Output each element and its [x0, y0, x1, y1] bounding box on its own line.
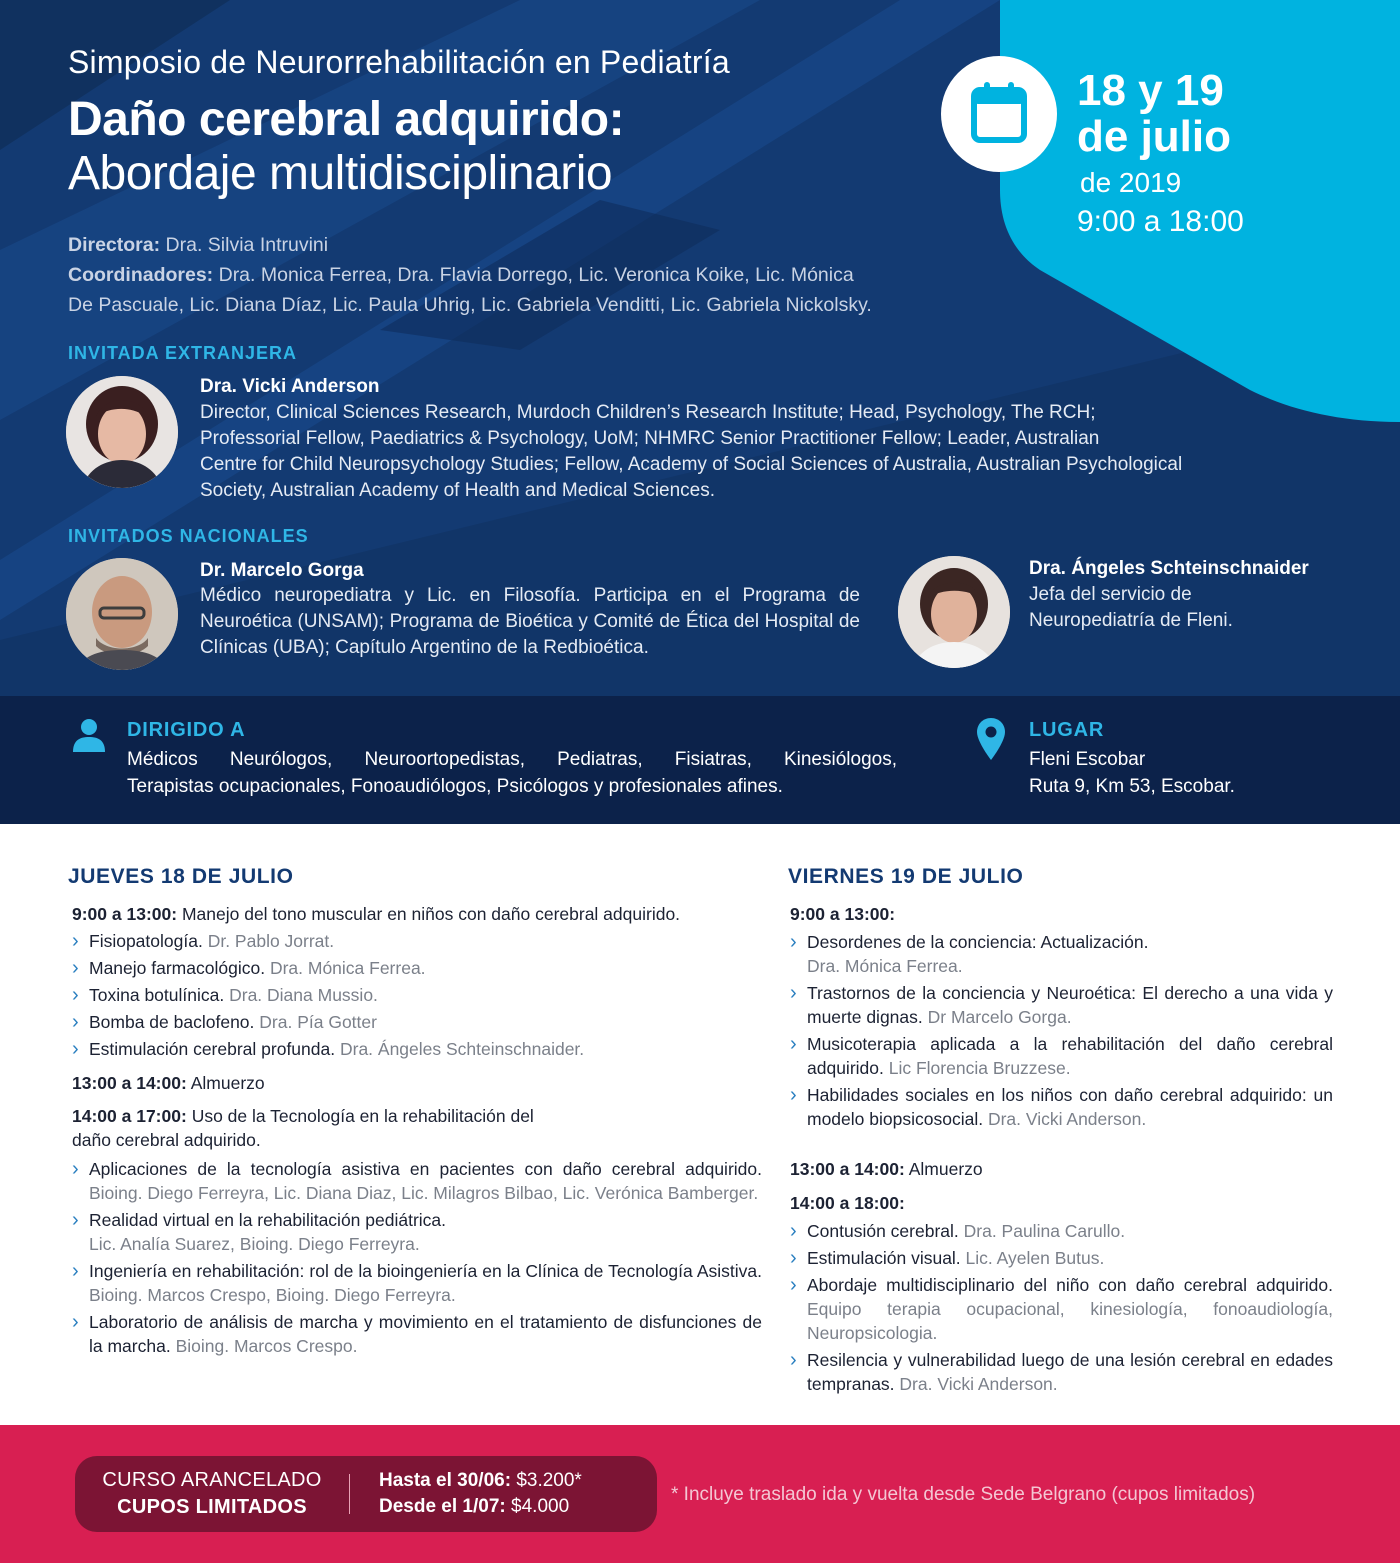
speaker: Dr Marcelo Gorga.: [927, 1007, 1072, 1027]
list-item: [790, 1219, 1333, 1243]
speaker: Dra. Mónica Ferrea.: [269, 958, 426, 978]
national-guests-heading: INVITADOS NACIONALES: [68, 526, 309, 546]
coordinators-line2: De Pascuale, Lic. Diana Díaz, Lic. Paula Uhrig, Lic. Gabriela Venditti, Lic. Gabriela Nickolsky.: [68, 294, 872, 316]
event-month: de julio: [1077, 112, 1231, 161]
topic: Trastornos de la conciencia y Neuroética: El derecho a una vida y muerte dignas.: [807, 983, 1333, 1027]
speaker: Dra. Ángeles Schteinschnaider.: [339, 1039, 585, 1059]
topic: Desordenes de la conciencia: Actualización.: [807, 932, 1149, 952]
national-guest-1-name: Dr. Marcelo Gorga: [200, 560, 364, 581]
venue-heading: LUGAR: [1029, 719, 1105, 741]
day1-session2-header: [72, 1104, 762, 1152]
topic: Habilidades sociales en los niños con daño cerebral adquirido: un modelo biopsicosocial.: [807, 1085, 1333, 1129]
pricing-pill: [75, 1456, 657, 1532]
lunch-label: Almuerzo: [908, 1159, 983, 1179]
day2-session1-time: 9:00 a 13:00:: [790, 904, 896, 924]
venue-text: [1029, 746, 1235, 800]
coordinators-line1: Dra. Monica Ferrea, Dra. Flavia Dorrego, Lic. Veronica Koike, Lic. Mónica: [218, 264, 854, 286]
audience-line: Terapistas ocupacionales, Fonoaudiólogos, Psicólogos y profesionales afines.: [127, 776, 783, 797]
national-guest-2-bio-line: Neuropediatría de Fleni.: [1029, 610, 1233, 631]
topic: Aplicaciones de la tecnología asistiva en pacientes con daño cerebral adquirido.: [89, 1159, 762, 1179]
event-time: 9:00 a 18:00: [1077, 205, 1244, 238]
day2-lunch: [790, 1157, 1333, 1181]
speaker: Bioing. Marcos Crespo, Bioing. Diego Ferreyra.: [89, 1285, 456, 1305]
foreign-guest-heading: INVITADA EXTRANJERA: [68, 343, 298, 363]
national-guest-2-name: Dra. Ángeles Schteinschnaider: [1029, 558, 1309, 579]
day2-heading: VIERNES 19 DE JULIO: [788, 865, 1024, 888]
session-time: 14:00 a 17:00:: [72, 1106, 187, 1126]
topic: Fisiopatología.: [89, 931, 203, 951]
day2-session2-list: [790, 1219, 1333, 1396]
director-name: Dra. Silvia Intruvini: [165, 234, 329, 256]
speaker: Lic. Ayelen Butus.: [965, 1248, 1105, 1268]
speaker: Dra. Vicki Anderson.: [899, 1374, 1058, 1394]
topic: Toxina botulínica.: [89, 985, 225, 1005]
topic: Contusión cerebral.: [807, 1221, 959, 1241]
list-item: [790, 1032, 1333, 1080]
venue-name: Fleni Escobar: [1029, 749, 1146, 770]
header: [0, 0, 1400, 696]
list-item: [72, 929, 762, 953]
limited-seats-label: CUPOS LIMITADOS: [117, 1496, 307, 1518]
list-item: [790, 1083, 1333, 1131]
foreign-guest-bio: [200, 400, 1182, 504]
person-icon: [72, 718, 106, 752]
foreign-guest-name: Dra. Vicki Anderson: [200, 376, 380, 397]
foreign-guest-bio-line: Professorial Fellow, Paediatrics & Psychology, UoM; NHMRC Senior Practitioner Fellow; Leader, Australian: [200, 428, 1100, 449]
price-early: [379, 1470, 582, 1492]
avatar-angeles-schteinschnaider: [898, 556, 1010, 668]
topic: Manejo farmacológico.: [89, 958, 266, 978]
foreign-guest-bio-line: Director, Clinical Sciences Research, Murdoch Children’s Research Institute; Head, Psychology, The RCH;: [200, 402, 1096, 423]
list-item: [790, 1348, 1333, 1396]
day1-heading: JUEVES 18 DE JULIO: [68, 865, 294, 888]
footer: [0, 1425, 1400, 1563]
speaker: Lic Florencia Bruzzese.: [888, 1058, 1071, 1078]
day1-program: [72, 902, 762, 1358]
price-label: Hasta el 30/06:: [379, 1470, 512, 1491]
topic: Estimulación visual.: [807, 1248, 961, 1268]
national-guest-1-bio: Médico neuropediatra y Lic. en Filosofía. Participa en el Programa de Neuroética (UNSAM); Programa de Bioética y Comité de Ética del Hospital de Clínicas (UBA); Capítulo Argentino de la Redbioética.: [200, 585, 860, 658]
price-regular: [379, 1496, 569, 1518]
coordinators-label: Coordinadores:: [68, 264, 214, 286]
national-guest-2-bio-line: Jefa del servicio de: [1029, 584, 1192, 605]
event-days: 18 y 19: [1077, 66, 1224, 115]
location-pin-icon: [977, 718, 1005, 760]
avatar-vicki-anderson: [66, 376, 178, 488]
day2-session2-time: 14:00 a 18:00:: [790, 1193, 905, 1213]
list-item: [72, 1259, 762, 1307]
foreign-guest-bio-line: Centre for Child Neuropsychology Studies; Fellow, Academy of Social Sciences of Australia, Australian Psychological: [200, 454, 1183, 475]
event-date: [1077, 68, 1231, 160]
day2-session1-list: [790, 930, 1333, 1131]
venue-address: Ruta 9, Km 53, Escobar.: [1029, 776, 1235, 797]
calendar-icon: [971, 80, 1027, 144]
list-item: [72, 1310, 762, 1358]
list-item: [72, 1037, 762, 1061]
speaker: Bioing. Marcos Crespo.: [175, 1336, 358, 1356]
speaker: Dra. Diana Mussio.: [229, 985, 378, 1005]
audience-heading: DIRIGIDO A: [127, 719, 246, 741]
national-guest-2-bio: [1029, 582, 1233, 634]
calendar-badge: [941, 56, 1057, 172]
director-row: [68, 230, 872, 260]
topic: Realidad virtual en la rehabilitación pediátrica.: [89, 1210, 447, 1230]
speaker: Bioing. Diego Ferreyra, Lic. Diana Diaz, Lic. Milagros Bilbao, Lic. Verónica Bamberger.: [89, 1183, 759, 1203]
event-series-title: Simposio de Neurorrehabilitación en Pediatría: [68, 44, 730, 80]
session-time: 13:00 a 14:00:: [790, 1159, 905, 1179]
topic: Ingeniería en rehabilitación: rol de la bioingeniería en la Clínica de Tecnología Asistiva.: [89, 1261, 762, 1281]
list-item: [790, 1246, 1333, 1270]
list-item: [790, 1273, 1333, 1345]
lunch-label: Almuerzo: [190, 1073, 265, 1093]
course-fee-label: CURSO ARANCELADO: [102, 1469, 322, 1491]
info-band: [0, 696, 1400, 824]
speaker: Dr. Pablo Jorrat.: [207, 931, 335, 951]
session-time: 13:00 a 14:00:: [72, 1073, 187, 1093]
event-year: de 2019: [1080, 167, 1182, 198]
list-item: [72, 983, 762, 1007]
speaker: Equipo terapia ocupacional, kinesiología, fonoaudiología, Neuropsicologia.: [807, 1299, 1333, 1343]
avatar-marcelo-gorga: [66, 558, 178, 670]
day1-session2-list: [72, 1157, 762, 1358]
coordinators-row: [68, 260, 872, 290]
speaker: Dra. Paulina Carullo.: [963, 1221, 1126, 1241]
event-title: Daño cerebral adquirido:: [68, 93, 625, 146]
day2-program: [790, 902, 1333, 1396]
list-item: [72, 956, 762, 980]
list-item: [790, 981, 1333, 1029]
audience-text: [127, 746, 897, 800]
topic: Laboratorio de análisis de marcha y movimiento en el tratamiento de disfunciones de la marcha.: [89, 1312, 762, 1356]
speaker: Dra. Pía Gotter: [259, 1012, 377, 1032]
topic: Resilencia y vulnerabilidad luego de una lesión cerebral en edades tempranas.: [807, 1350, 1333, 1394]
list-item: [72, 1208, 762, 1256]
day1-session1-list: [72, 929, 762, 1061]
foreign-guest-bio-line: Society, Australian Academy of Health and Medical Sciences.: [200, 480, 716, 501]
director-label: Directora:: [68, 234, 161, 256]
price-value: $3.200*: [516, 1470, 582, 1491]
topic: Musicoterapia aplicada a la rehabilitación del daño cerebral adquirido.: [807, 1034, 1333, 1078]
topic: Estimulación cerebral profunda.: [89, 1039, 336, 1059]
price-value: $4.000: [511, 1496, 570, 1517]
list-item: [790, 930, 1333, 978]
topic: Abordaje multidisciplinario del niño con daño cerebral adquirido.: [807, 1275, 1333, 1295]
transport-note: * Incluye traslado ida y vuelta desde Sede Belgrano (cupos limitados): [671, 1484, 1256, 1505]
event-subtitle: Abordaje multidisciplinario: [68, 147, 613, 200]
day1-session1-header: [72, 902, 762, 926]
credits: [68, 230, 872, 320]
topic: Bomba de baclofeno.: [89, 1012, 255, 1032]
day1-lunch: [72, 1071, 762, 1095]
speaker: Dra. Mónica Ferrea.: [807, 956, 963, 976]
list-item: [72, 1010, 762, 1034]
divider: [349, 1474, 350, 1514]
session-time: 9:00 a 13:00:: [72, 904, 178, 924]
list-item: [72, 1157, 762, 1205]
speaker: Lic. Analía Suarez, Bioing. Diego Ferreyra.: [89, 1234, 420, 1254]
session-title: Manejo del tono muscular en niños con daño cerebral adquirido.: [181, 904, 681, 924]
speaker: Dra. Vicki Anderson.: [987, 1109, 1147, 1129]
session-title-cont: daño cerebral adquirido.: [72, 1130, 261, 1150]
price-label: Desde el 1/07:: [379, 1496, 506, 1517]
audience-line: Médicos Neurólogos, Neuroortopedistas, Pediatras, Fisiatras, Kinesiólogos,: [127, 749, 897, 770]
session-title: Uso de la Tecnología en la rehabilitación del: [191, 1106, 534, 1126]
